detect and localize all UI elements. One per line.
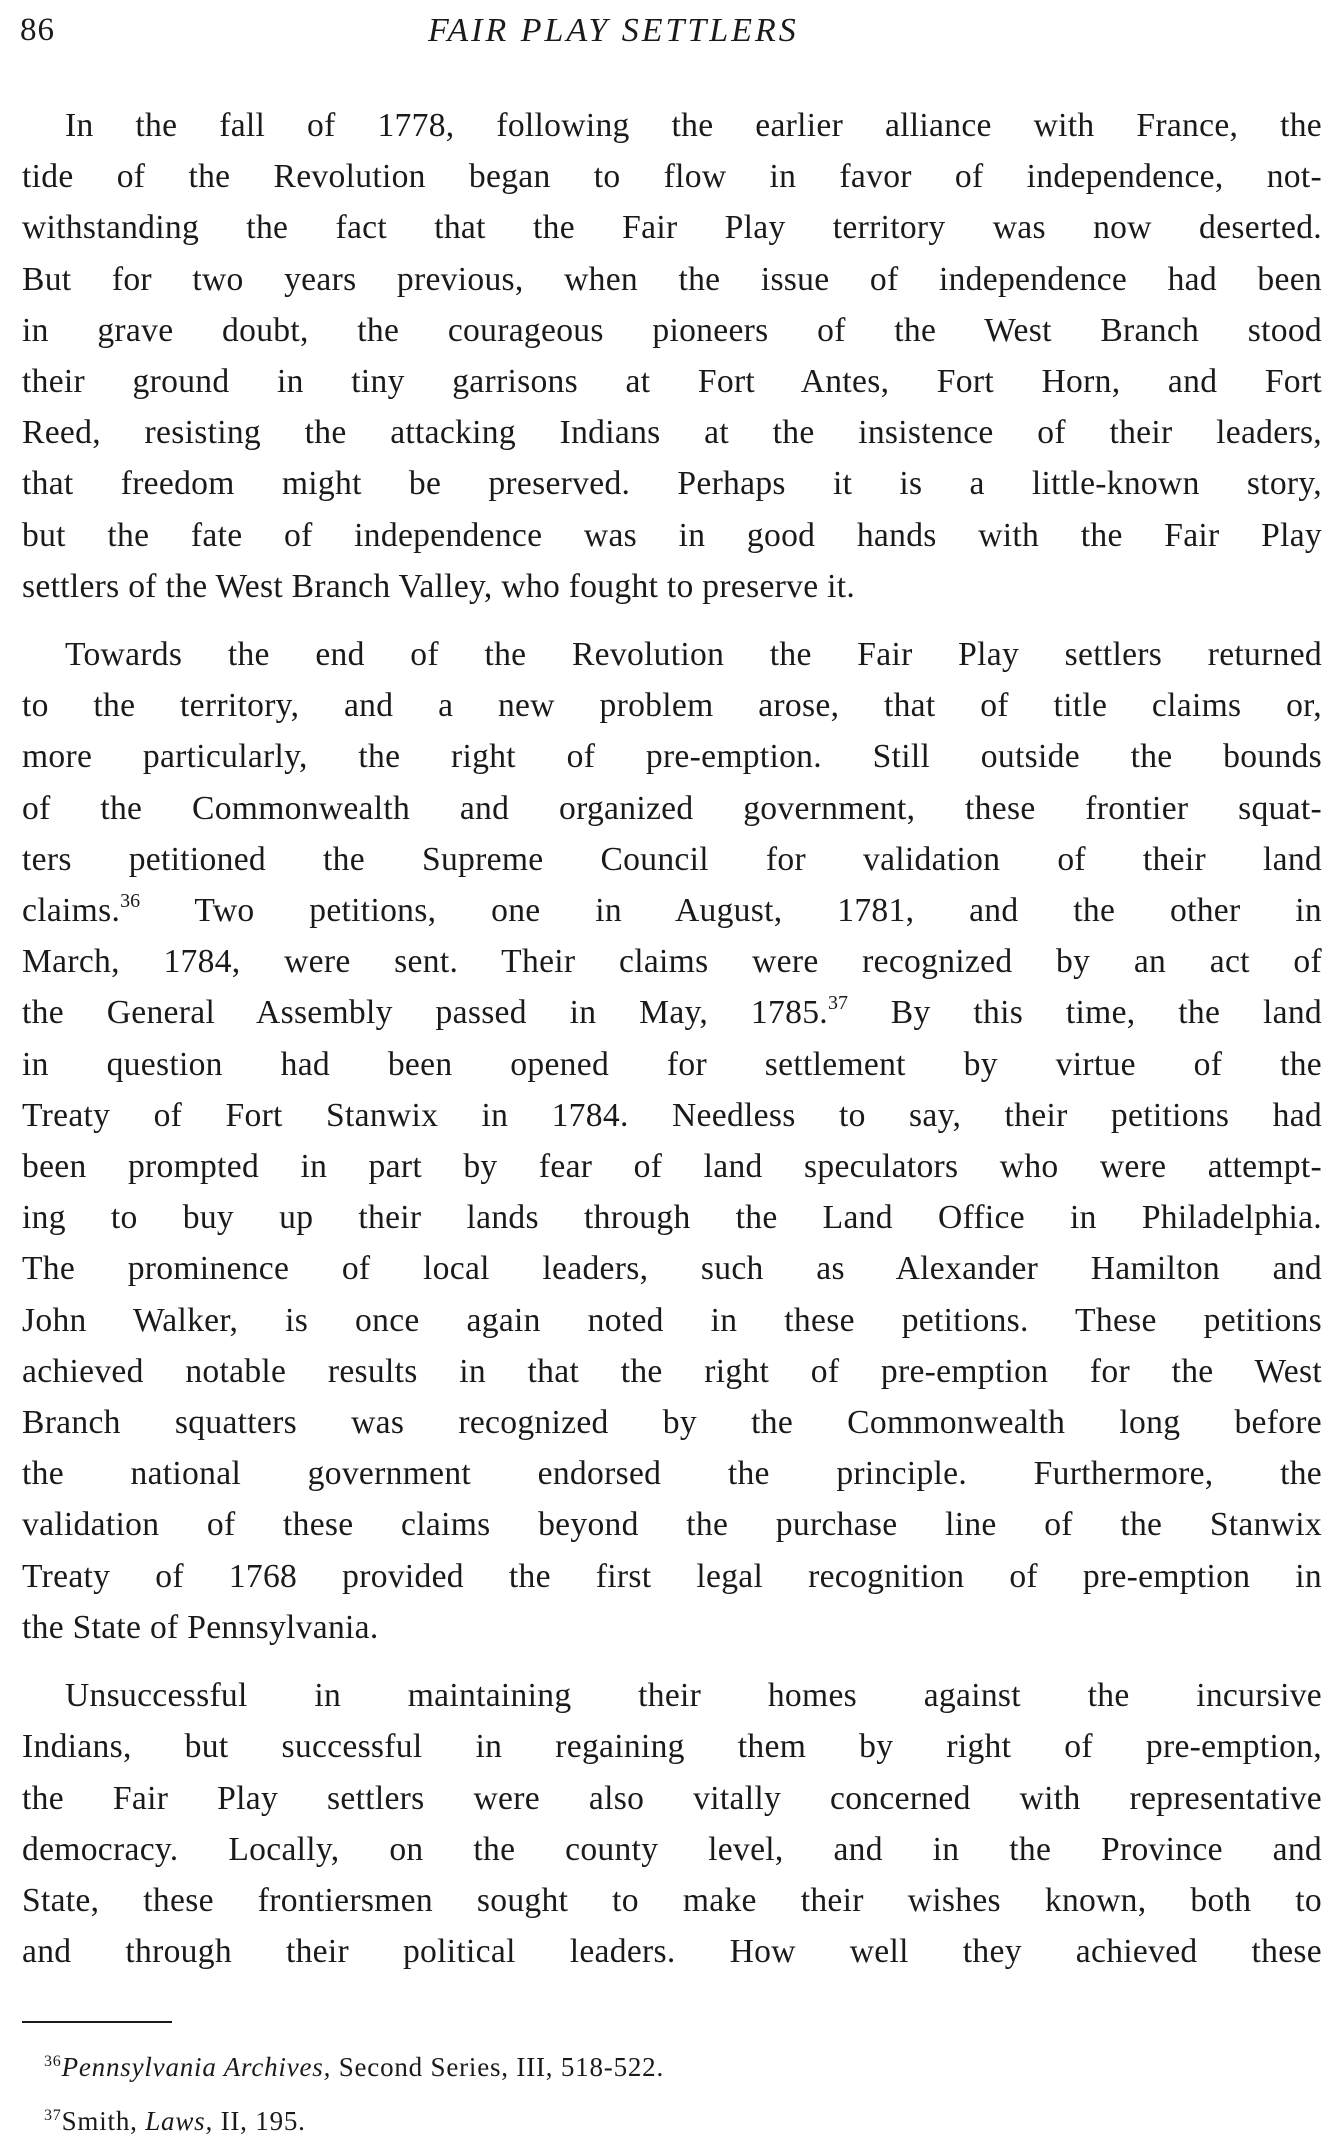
footnote-37 [44, 2094, 1294, 2148]
footnote-marker: 36 [44, 2053, 62, 2070]
text-line: tide of the Revolution began to flow in favor of independence, not- [22, 158, 1322, 196]
text-line: withstanding the fact that the Fair Play territory was now deserted. [22, 209, 1322, 247]
text-line-with-note [22, 885, 1322, 936]
text-line: In the fall of 1778, following the earlier alliance with France, the [65, 107, 1322, 144]
text-line-with-note [22, 987, 1322, 1038]
page-number: 86 [20, 12, 55, 48]
text-line: Treaty of 1768 provided the first legal recognition of pre-emption in [22, 1557, 1322, 1595]
footnotes [44, 2040, 1294, 2148]
body-text [22, 100, 1322, 1994]
text-segment: Two petitions, one in August, 1781, and the other in [194, 892, 1322, 930]
text-segment: claims. [22, 892, 121, 930]
footnote-citation: Second Series, III, 518-522. [331, 2052, 665, 2082]
text-line: But for two years previous, when the issue of independence had been [22, 260, 1322, 298]
text-line: been prompted in part by fear of land speculators who were attempt- [22, 1148, 1322, 1186]
text-line: the Fair Play settlers were also vitally concerned with representative [22, 1779, 1322, 1817]
text-line: democracy. Locally, on the county level, and in the Province and [22, 1830, 1322, 1868]
text-line: the national government endorsed the principle. Furthermore, the [22, 1455, 1322, 1493]
text-line: that freedom might be preserved. Perhaps it is a little-known story, [22, 465, 1322, 503]
text-segment: By this time, the land [890, 994, 1322, 1032]
paragraph-3 [22, 1670, 1322, 1977]
footnote-source-title: Pennsylvania Archives, [61, 2052, 332, 2082]
text-line: in grave doubt, the courageous pioneers of the West Branch stood [22, 311, 1322, 349]
text-line: achieved notable results in that the right of pre-emption for the West [22, 1352, 1322, 1390]
text-line: settlers of the West Branch Valley, who fought to preserve it. [22, 567, 856, 605]
text-line: March, 1784, were sent. Their claims were recognized by an act of [22, 943, 1322, 981]
footnote-marker: 37 [44, 2107, 62, 2124]
text-line: The prominence of local leaders, such as Alexander Hamilton and [22, 1250, 1322, 1288]
text-line: Towards the end of the Revolution the Fair Play settlers returned [65, 636, 1322, 674]
paragraph-2 [22, 629, 1322, 1653]
paragraph-1 [22, 100, 1322, 612]
text-line: Reed, resisting the attacking Indians at the insistence of their leaders, [22, 414, 1322, 452]
text-line: their ground in tiny garrisons at Fort Antes, Fort Horn, and Fort [22, 363, 1322, 401]
text-line: ters petitioned the Supreme Council for validation of their land [22, 840, 1322, 878]
running-header [20, 8, 1320, 60]
text-line: the State of Pennsylvania. [22, 1608, 379, 1646]
text-line: of the Commonwealth and organized government, these frontier squat- [22, 789, 1322, 827]
footnote-citation: II, 195. [213, 2106, 306, 2136]
text-segment: the General Assembly passed in May, 1785. [22, 994, 828, 1032]
text-line: State, these frontiersmen sought to make their wishes known, both to [22, 1881, 1322, 1919]
text-line: to the territory, and a new problem arose, that of title claims or, [22, 687, 1322, 725]
text-line: more particularly, the right of pre-emption. Still outside the bounds [22, 738, 1322, 776]
footnote-source-title: Laws, [145, 2106, 214, 2136]
text-line: Unsuccessful in maintaining their homes against the incursive [65, 1677, 1322, 1715]
text-line: John Walker, is once again noted in these petitions. These petitions [22, 1301, 1322, 1339]
text-line: ing to buy up their lands through the Land Office in Philadelphia. [22, 1199, 1322, 1237]
footnote-36 [44, 2040, 1294, 2094]
footnote-divider [22, 2021, 172, 2023]
text-line: in question had been opened for settlement by virtue of the [22, 1045, 1322, 1083]
text-line: but the fate of independence was in good hands with the Fair Play [22, 516, 1322, 554]
text-line: Indians, but successful in regaining them by right of pre-emption, [22, 1728, 1322, 1766]
text-line: and through their political leaders. How well they achieved these [22, 1933, 1322, 1971]
text-line: Branch squatters was recognized by the Commonwealth long before [22, 1404, 1322, 1442]
running-title: FAIR PLAY SETTLERS [428, 12, 799, 49]
footnote-ref-37[interactable]: 37 [827, 992, 848, 1015]
text-line: Treaty of Fort Stanwix in 1784. Needless to say, their petitions had [22, 1096, 1322, 1134]
text-line: validation of these claims beyond the purchase line of the Stanwix [22, 1506, 1322, 1544]
footnote-ref-36[interactable]: 36 [120, 890, 141, 913]
footnote-author: Smith, [61, 2106, 146, 2136]
